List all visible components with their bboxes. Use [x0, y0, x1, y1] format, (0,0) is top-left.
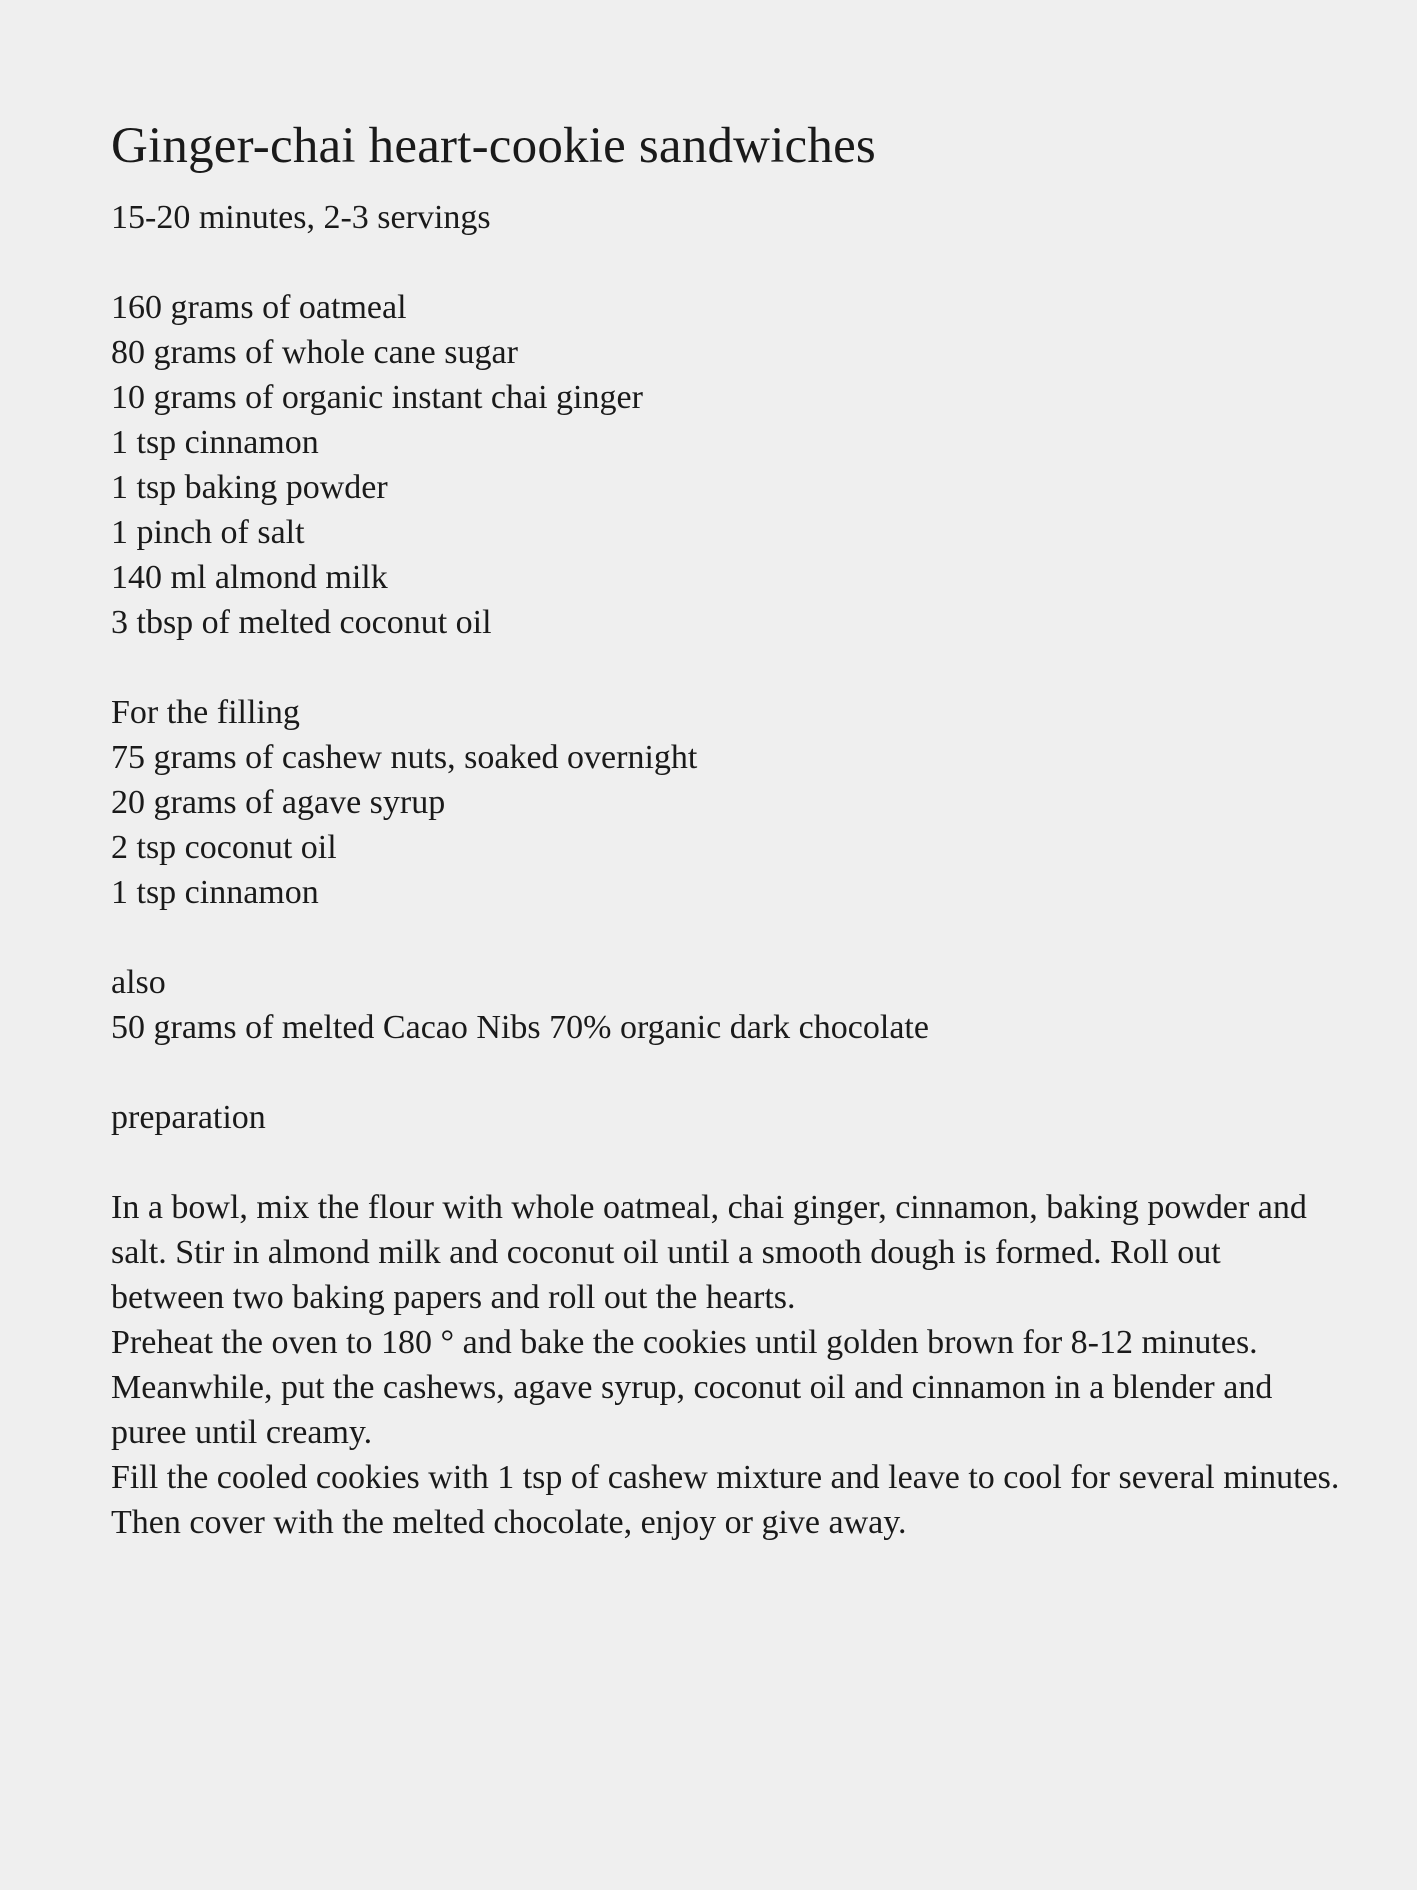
filling-item: 75 grams of cashew nuts, soaked overnight [111, 739, 698, 776]
preparation-step: In a bowl, mix the flour with whole oatmeal, chai ginger, cinnamon, baking powder and salt. Stir in almond milk and coconut oil until a smooth dough is formed. Roll out between two baking papers and roll out the hearts. [111, 1189, 1307, 1316]
filling-heading: For the filling [111, 694, 300, 731]
preparation-step: Fill the cooled cookies with 1 tsp of cashew mixture and leave to cool for several minutes. [111, 1459, 1340, 1496]
preparation-step: Preheat the oven to 180 ° and bake the cookies until golden brown for 8-12 minutes. [111, 1324, 1258, 1361]
ingredient-item: 1 pinch of salt [111, 514, 305, 551]
recipe-meta: 15-20 minutes, 2-3 servings [111, 199, 491, 236]
preparation-step: Then cover with the melted chocolate, enjoy or give away. [111, 1504, 907, 1541]
ingredient-item: 160 grams of oatmeal [111, 289, 407, 326]
filling-section [111, 690, 1341, 915]
filling-item: 2 tsp coconut oil [111, 829, 337, 866]
ingredient-list [111, 285, 1341, 645]
filling-list [111, 735, 1341, 915]
ingredient-item: 1 tsp baking powder [111, 469, 388, 506]
ingredient-item: 1 tsp cinnamon [111, 424, 319, 461]
preparation-step: Meanwhile, put the cashews, agave syrup, coconut oil and cinnamon in a blender and puree until creamy. [111, 1369, 1273, 1451]
preparation-steps [111, 1185, 1341, 1545]
also-list [111, 1005, 1341, 1050]
ingredient-item: 140 ml almond milk [111, 559, 388, 596]
also-item: 50 grams of melted Cacao Nibs 70% organic dark chocolate [111, 1009, 929, 1046]
ingredient-item: 10 grams of organic instant chai ginger [111, 379, 643, 416]
filling-item: 20 grams of agave syrup [111, 784, 446, 821]
preparation-heading: preparation [111, 1099, 266, 1136]
also-section [111, 960, 1341, 1050]
recipe-title: Ginger-chai heart-cookie sandwiches [111, 118, 876, 174]
recipe-page [111, 111, 1341, 1545]
ingredient-item: 3 tbsp of melted coconut oil [111, 604, 492, 641]
filling-item: 1 tsp cinnamon [111, 874, 319, 911]
also-heading: also [111, 964, 166, 1001]
ingredient-item: 80 grams of whole cane sugar [111, 334, 518, 371]
